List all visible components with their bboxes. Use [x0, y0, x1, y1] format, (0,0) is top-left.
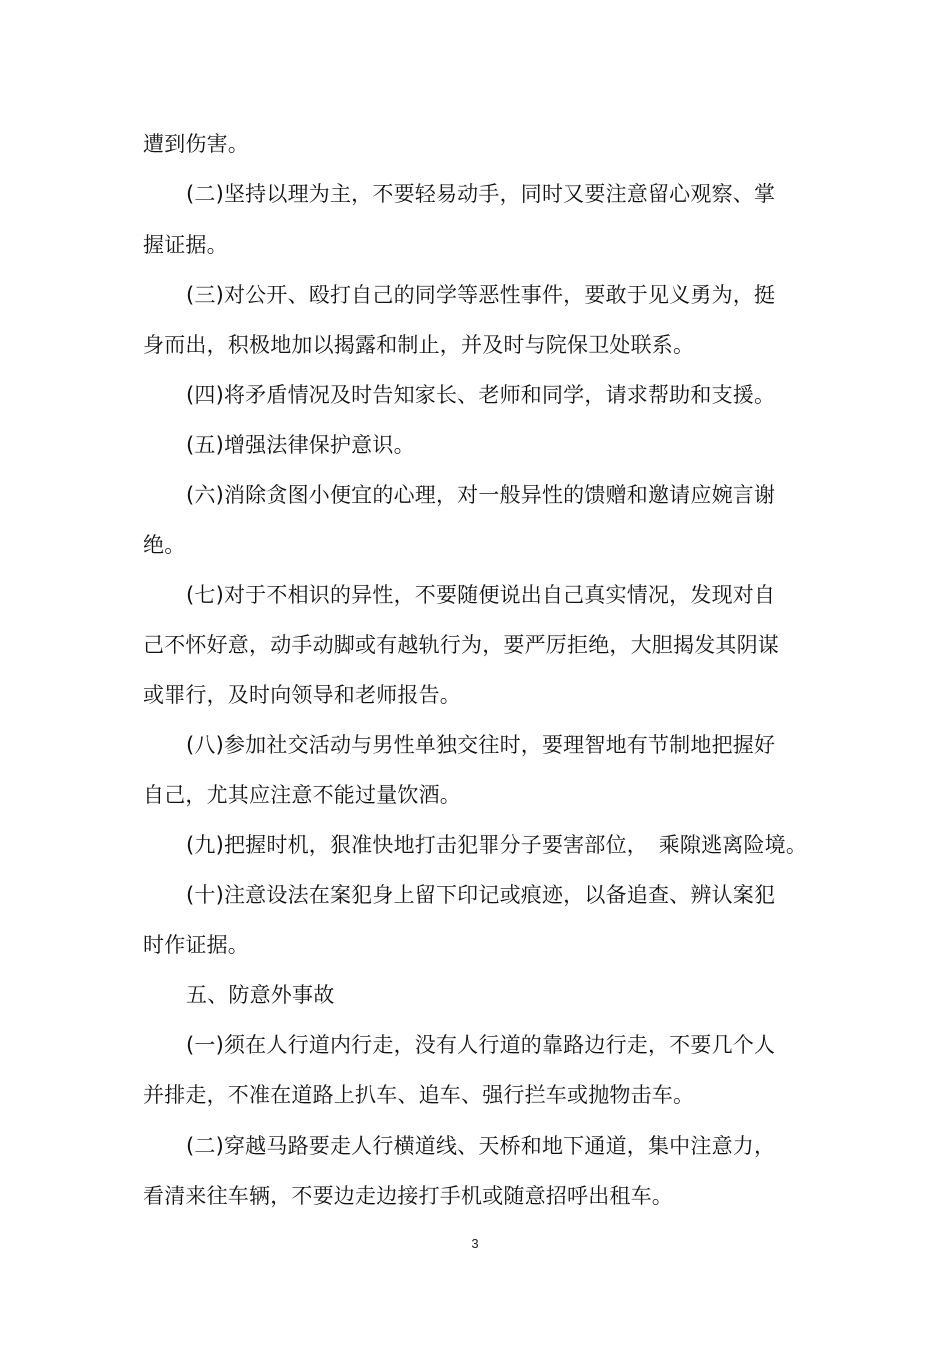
- section-heading: 五、防意外事故: [186, 983, 335, 1007]
- text-line: 握证据。: [143, 233, 228, 257]
- text-line: (二)穿越马路要走人行横道线、天桥和地下通道，集中注意力，: [186, 1134, 776, 1158]
- text-line: (一)须在人行道内行走，没有人行道的靠路边行走，不要几个人: [186, 1033, 776, 1057]
- text-line: 时作证据。: [143, 933, 249, 957]
- text-line: 看清来往车辆，不要边走边接打手机或随意招呼出租车。: [143, 1184, 673, 1208]
- text-line: 己不怀好意，动手动脚或有越轨行为，要严厉拒绝，大胆揭发其阴谋: [143, 633, 779, 657]
- text-line: (九)把握时机，狠准快地打击犯罪分子要害部位， 乘隙逃离险境。: [186, 833, 808, 857]
- text-line: (十)注意设法在案犯身上留下印记或痕迹，以备追查、辨认案犯: [186, 883, 776, 907]
- text-line: (七)对于不相识的异性，不要随便说出自己真实情况，发现对自: [186, 583, 776, 607]
- text-line: (八)参加社交活动与男性单独交往时，要理智地有节制地把握好: [186, 733, 776, 757]
- text-line: (三)对公开、殴打自己的同学等恶性事件，要敢于见义勇为，挺: [186, 283, 776, 307]
- text-line: 自己，尤其应注意不能过量饮酒。: [143, 783, 461, 807]
- text-line: (六)消除贪图小便宜的心理，对一般异性的馈赠和邀请应婉言谢: [186, 483, 776, 507]
- page-number: 3: [471, 1236, 479, 1251]
- text-line: 身而出，积极地加以揭露和制止，并及时与院保卫处联系。: [143, 333, 695, 357]
- text-line: (二)坚持以理为主，不要轻易动手，同时又要注意留心观察、掌: [186, 182, 776, 206]
- text-line: (四)将矛盾情况及时告知家长、老师和同学，请求帮助和支援。: [186, 383, 776, 407]
- text-line: 绝。: [143, 533, 186, 557]
- text-line: (五)增强法律保护意识。: [186, 433, 415, 457]
- text-line: 或罪行，及时向领导和老师报告。: [143, 683, 461, 707]
- text-line: 并排走，不准在道路上扒车、追车、强行拦车或抛物击车。: [143, 1083, 695, 1107]
- text-line: 遭到伤害。: [143, 132, 249, 156]
